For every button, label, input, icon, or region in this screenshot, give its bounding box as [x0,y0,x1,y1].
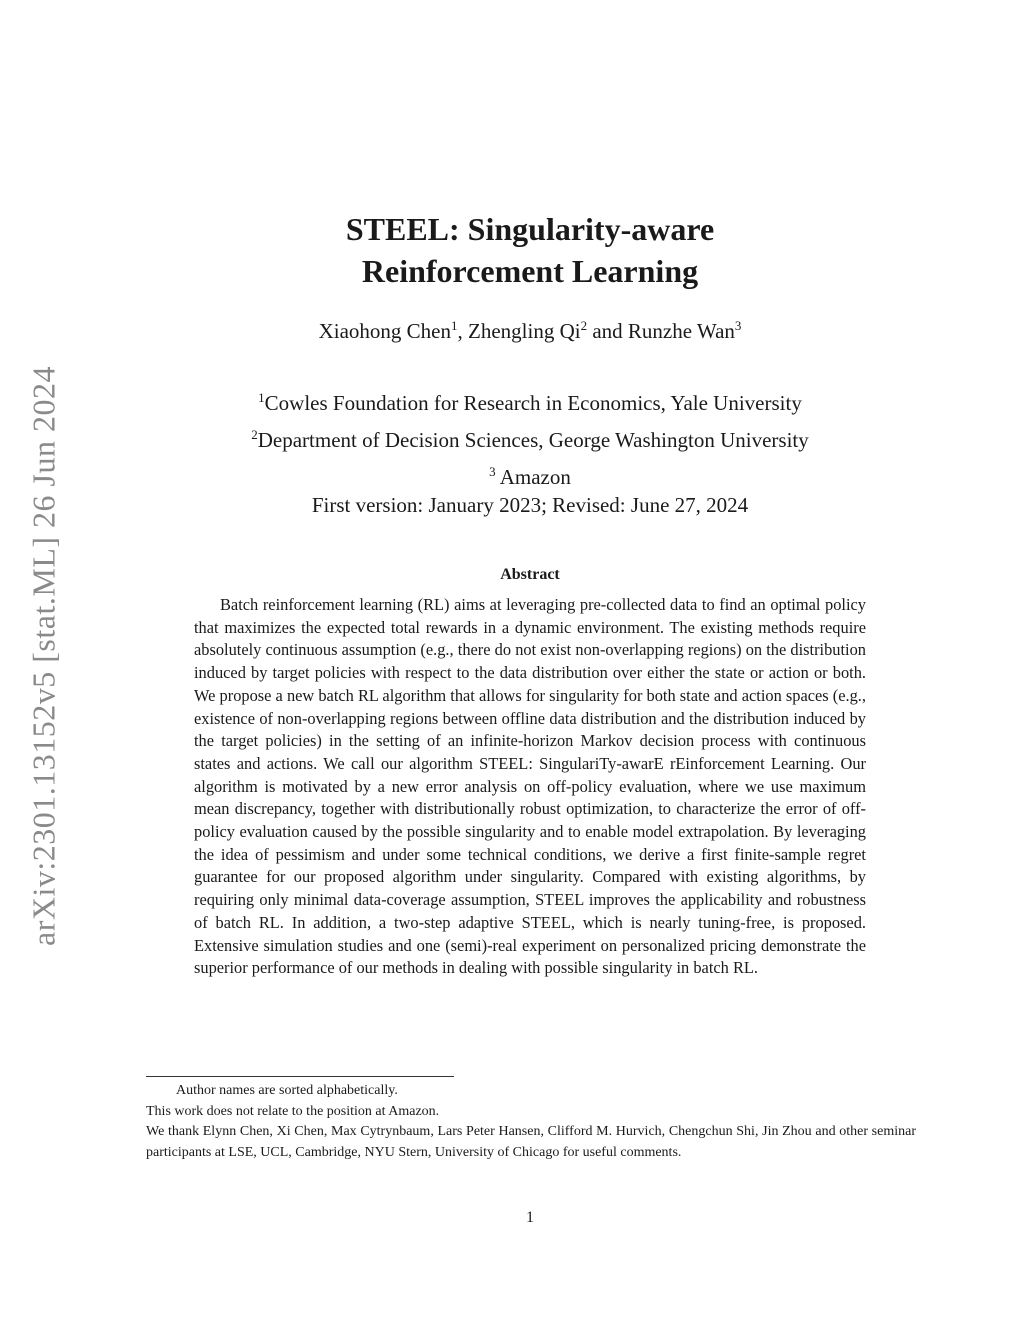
footnote: We thank Elynn Chen, Xi Chen, Max Cytrynbaum, Lars Peter Hansen, Clifford M. Hurvich, Chengchun Shi, Jin Zhou and other seminar participants at LSE, UCL, Cambridge, NYU Stern, University of Chicago for useful comments. [146,1124,916,1160]
abstract-heading: Abstract [500,566,560,583]
author-name: Zhengling Qi [468,319,581,343]
affiliation [0,382,1024,419]
author-name: Xiaohong Chen [318,319,451,343]
author-separator: , [457,319,468,343]
author-name: Runzhe Wan [627,319,735,343]
affiliation-list [0,382,1024,493]
footnote: This work does not relate to the position at Amazon. [146,1103,440,1119]
paper-title [0,208,1024,292]
arxiv-identifier-stamp: arXiv:2301.13152v5 [stat.ML] 26 Jun 2024 [25,366,62,946]
footnote-divider [146,1076,454,1077]
author-list [0,318,1024,344]
footnote: Author names are sorted alphabetically. [176,1083,398,1098]
version-date-line: First version: January 2023; Revised: June 27, 2024 [311,493,749,517]
paper-title-line-2: Reinforcement Learning [361,253,699,289]
affiliation-text: Amazon [495,465,571,489]
affiliation-mark: 3 [489,464,496,479]
abstract-body: Batch reinforcement learning (RL) aims at leveraging pre-collected data to find an optimal policy that maximizes the expected total rewards in a dynamic environment. The existing methods require absolutely continuous assumption (e.g., there do not exist non-overlapping regions) on the distribution induced by target policies with respect to the data distribution over either the state or action or both. We propose a new batch RL algorithm that allows for singularity for both state and action spaces (e.g., existence of non-overlapping regions between offline data distribution and the distribution induced by the target policies) in the setting of an infinite-horizon Markov decision process with continuous states and actions. We call our algorithm STEEL: SingulariTy-awarE rEinforcement Learning. Our algorithm is motivated by a new error analysis on off-policy evaluation, where we use maximum mean discrepancy, together with distributionally robust optimization, to characterize the error of off-policy evaluation caused by the possible singularity and to enable model extrapolation. By leveraging the idea of pessimism and under some technical conditions, we derive a first finite-sample regret guarantee for our proposed algorithm under singularity. Compared with existing algorithms, by requiring only minimal data-coverage assumption, STEEL improves the applicability and robustness of batch RL. In addition, a two-step adaptive STEEL, which is nearly tuning-free, is proposed. Extensive simulation studies and one (semi)-real experiment on personalized pricing demonstrate the superior performance of our methods in dealing with possible singularity in batch RL. [194,595,866,978]
affiliation-text: Cowles Foundation for Research in Economics, Yale University [264,391,802,415]
page-number: 1 [526,1209,534,1226]
footnotes [146,1081,916,1163]
affiliation-mark: 2 [251,427,258,442]
author-separator: and [587,319,628,343]
author-affiliation-mark: 2 [580,318,588,333]
paper-title-line-1: STEEL: Singularity-aware [345,211,715,247]
affiliation-mark: 1 [258,390,265,405]
affiliation-text: Department of Decision Sciences, George Washington University [257,428,809,452]
affiliation [0,456,1024,493]
author-affiliation-mark: 3 [734,318,742,333]
affiliation [0,419,1024,456]
author-affiliation-mark: 1 [451,318,458,333]
